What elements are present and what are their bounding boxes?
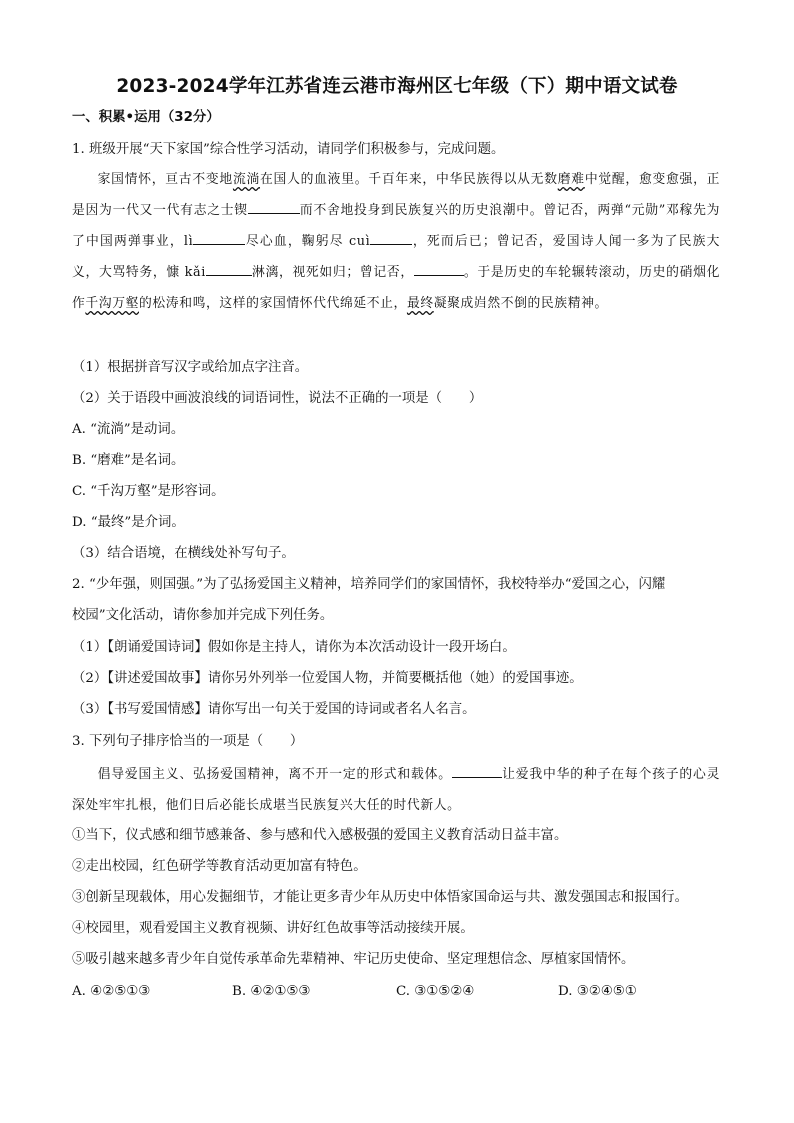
q1-sub1: （1）根据拼音写汉字或给加点字注音。 [72, 360, 309, 375]
wavy-word: 流淌 [232, 172, 261, 187]
passage-text: 在国人的血液里。千百年来，中华民族得以从无数 [260, 172, 558, 187]
passage-text: 尽心血，鞠躬尽 cuì [245, 234, 371, 249]
q3-sentence-5: ⑤吸引越来越多青少年自觉传承革命先辈精神、牢记历史使命、坚定理想信念、厚植家国情怀。 [72, 952, 635, 967]
q3-option-a[interactable]: A. ④②⑤①③ [72, 984, 151, 999]
q2-task2: （2）【讲述爱国故事】请你另外列举一位爱国人物，并简要概括他（她）的爱国事迹。 [72, 671, 583, 686]
q1-option-d[interactable]: D. “最终”是介词。 [72, 515, 185, 530]
passage-text: 中觉醒，愈变愈强，正是因为一代又一代有志之士锲 [72, 172, 721, 218]
q3-option-d[interactable]: D. ③②④⑤① [558, 984, 637, 999]
q3-option-b[interactable]: B. ④②①⑤③ [232, 984, 311, 999]
passage-text: 家国情怀，亘古不变地 [97, 172, 233, 187]
q1-sub2: （2）关于语段中画波浪线的词语词性，说法不正确的一项是（ ） [72, 391, 483, 406]
q1-option-b[interactable]: B. “磨难”是名词。 [72, 453, 185, 468]
q3-sentence-2: ②走出校园，红色研学等教育活动更加富有特色。 [72, 859, 367, 874]
wavy-word: 磨难 [557, 172, 585, 187]
answer-blank[interactable] [206, 261, 252, 276]
q1-passage [72, 164, 720, 319]
passage-text: ，死而后已；曾记否，爱国诗人闻一多为了民族大义，大骂特务，慷 kǎi [72, 234, 721, 280]
passage-text: 凝聚成岿然不倒的民族精神。 [433, 296, 608, 311]
q3-option-c[interactable]: C. ③①⑤②④ [396, 984, 475, 999]
passage-text: 而不舍地投身到民族复兴的历史浪潮中。曾记否，两弹“元勋”邓稼先为了中国两弹事业，lì [72, 203, 720, 249]
q1-sub3: （3）结合语境，在横线处补写句子。 [72, 546, 295, 561]
passage-text: 。于是历史的车轮辗转滚动，历史的硝烟化作 [72, 265, 721, 311]
section-heading: 一、积累•运用（32分） [72, 110, 220, 125]
q2-task1: （1）【朗诵爱国诗词】假如你是主持人，请你为本次活动设计一段开场白。 [72, 640, 516, 655]
q1-option-a[interactable]: A. “流淌”是动词。 [72, 422, 185, 437]
passage-text: 倡导爱国主义、弘扬爱国精神，离不开一定的形式和载体。 [97, 767, 452, 782]
passage-text: 让爱我中华的种子在每个孩子的心灵深处牢牢扎根，他们日后必能长成堪当民族复兴大任的时代新人。 [72, 767, 720, 813]
answer-blank[interactable] [248, 199, 300, 214]
q3-stem: 3. 下列句子排序恰当的一项是（ ） [72, 734, 304, 749]
q2-stem-line2: 校园”文化活动，请你参加并完成下列任务。 [72, 608, 334, 623]
q2-stem-line1: 2. “少年强，则国强。”为了弘扬爱国主义精神，培养同学们的家国情怀，我校特举办“爱国之心，闪耀 [72, 577, 666, 592]
answer-blank[interactable] [370, 230, 412, 245]
q1-stem: 1. 班级开展“天下家国”综合性学习活动，请同学们积极参与，完成问题。 [72, 142, 505, 157]
answer-blank[interactable] [414, 261, 464, 276]
passage-text: 淋漓，视死如归；曾记否， [251, 265, 414, 280]
q3-sentence-4: ④校园里，观看爱国主义教育视频、讲好红色故事等活动接续开展。 [72, 921, 474, 936]
passage-text: 的松涛和鸣，这样的家国情怀代代绵延不止， [139, 296, 407, 311]
q3-sentence-1: ①当下，仪式感和细节感兼备、参与感和代入感极强的爱国主义教育活动日益丰富。 [72, 828, 568, 843]
page-title: 2023-2024学年江苏省连云港市海州区七年级（下）期中语文试卷 [116, 76, 678, 97]
answer-blank[interactable] [452, 763, 502, 778]
answer-blank[interactable] [193, 230, 245, 245]
q3-passage [72, 759, 720, 821]
wavy-word: 最终 [406, 296, 434, 311]
q3-sentence-3: ③创新呈现载体，用心发掘细节，才能让更多青少年从历史中体悟家国命运与共、激发强国志和报国行。 [72, 890, 688, 905]
q1-option-c[interactable]: C. “千沟万壑”是形容词。 [72, 484, 225, 499]
q2-task3: （3）【书写爱国情感】请你写出一句关于爱国的诗词或者名人名言。 [72, 702, 476, 717]
wavy-word: 千沟万壑 [85, 296, 139, 311]
